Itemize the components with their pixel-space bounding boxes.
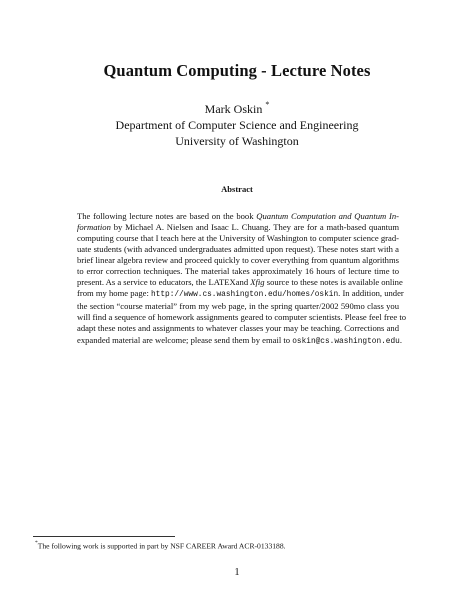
abstract-text: from my home page: bbox=[77, 288, 151, 299]
page-number: 1 bbox=[234, 567, 240, 578]
abstract-text: by Michael A. Nielsen and Isaac L. Chuang. They are for a math-based quantum bbox=[110, 222, 399, 233]
paper-title: Quantum Computing - Lecture Notes bbox=[103, 61, 371, 80]
abstract-text: The following lecture notes are based on the book bbox=[77, 211, 257, 221]
abstract-line: computing course that I teach here at the University of Washington to computer science grad- bbox=[77, 233, 399, 244]
abstract-line bbox=[77, 211, 399, 222]
footnote-mark: * bbox=[35, 540, 38, 546]
footnote-rule bbox=[33, 536, 175, 537]
xfig-name: Xfig bbox=[250, 277, 265, 288]
abstract-text: . bbox=[399, 334, 403, 345]
email-address[interactable]: oskin@cs.washington.edu bbox=[292, 337, 400, 346]
book-title-cont: formation bbox=[77, 222, 111, 233]
abstract-line bbox=[77, 277, 403, 288]
abstract-line: uate students (with advanced undergraduates admitted upon request). These notes start with a bbox=[77, 244, 399, 255]
abstract-heading: Abstract bbox=[221, 184, 253, 194]
abstract-text: . In addition, under bbox=[338, 288, 404, 299]
affiliation-university: University of Washington bbox=[175, 134, 299, 148]
latex-logo: LATEX bbox=[208, 277, 236, 288]
affiliation-department: Department of Computer Science and Engineering bbox=[115, 118, 359, 132]
footnote bbox=[35, 541, 286, 551]
abstract-line: will find a sequence of homework assignments geared to computer scientists. Please feel free to bbox=[77, 312, 407, 323]
author-footnote-mark: * bbox=[265, 100, 270, 109]
author-line bbox=[0, 98, 474, 117]
abstract-body bbox=[77, 211, 407, 348]
abstract-text: source to these notes is available online bbox=[264, 277, 403, 288]
homepage-url[interactable]: http://www.cs.washington.edu/homes/oskin bbox=[150, 291, 339, 300]
author-name: Mark Oskin bbox=[204, 102, 263, 116]
abstract-line bbox=[77, 334, 403, 348]
abstract-line: the section “course material” from my web page, in the spring quarter/2002 590mo class you bbox=[77, 301, 399, 312]
abstract-text: and bbox=[235, 277, 251, 288]
author-block bbox=[0, 98, 474, 149]
abstract-line: brief linear algebra review and proceed quickly to cover everything from quantum algorithms bbox=[77, 255, 399, 266]
footnote-text: The following work is supported in part by NSF CAREER Award ACR-0133188. bbox=[37, 541, 286, 551]
abstract-line bbox=[77, 222, 399, 233]
abstract-line bbox=[77, 288, 404, 301]
abstract-line: to error correction techniques. The material takes approximately 16 hours of lecture time to bbox=[77, 266, 399, 277]
abstract-text: present. As a service to educators, the bbox=[77, 277, 209, 288]
abstract-line: adapt these notes and assignments to whatever classes your may be teaching. Corrections and bbox=[77, 323, 399, 334]
book-title: Quantum Computation and Quantum In- bbox=[256, 211, 399, 221]
abstract-text: expanded material are welcome; please send them by email to bbox=[77, 334, 293, 345]
